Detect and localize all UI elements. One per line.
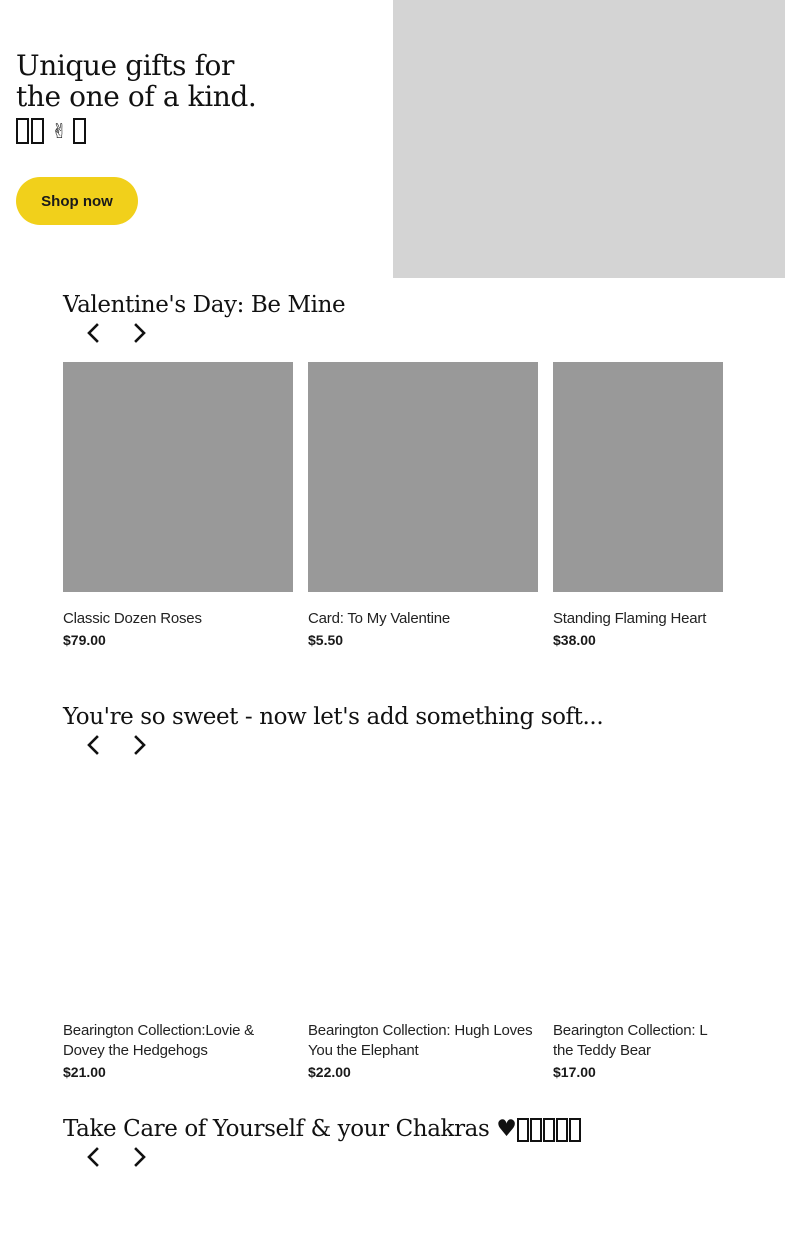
hero-title-line-2: the one of a kind. — [16, 80, 257, 113]
carousel-controls — [63, 731, 785, 759]
carousel-controls — [63, 1143, 785, 1171]
carousel-viewport — [63, 362, 723, 651]
chevron-right-icon — [126, 731, 154, 759]
hero-banner — [0, 0, 785, 278]
product-card[interactable] — [63, 362, 293, 651]
victory-hand-icon: ✌ — [51, 119, 68, 143]
product-name[interactable]: Classic Dozen Roses — [63, 610, 202, 627]
carousel-section-chakras — [63, 1115, 785, 1171]
product-image[interactable] — [553, 774, 723, 1004]
product-price: $5.50 — [308, 632, 344, 648]
product-price: $17.00 — [553, 1064, 596, 1080]
product-price: $22.00 — [308, 1064, 351, 1080]
product-image[interactable] — [63, 362, 293, 592]
product-image[interactable] — [308, 774, 538, 1004]
product-name[interactable]: Card: To My Valentine — [308, 610, 450, 627]
missing-glyph-icon — [543, 1118, 555, 1142]
product-card[interactable] — [308, 362, 538, 651]
product-card[interactable] — [553, 362, 723, 651]
section-title: You're so sweet - now let's add something soft... — [63, 704, 604, 730]
product-image[interactable] — [553, 362, 723, 592]
product-name[interactable]: Bearington Collection: L the Teddy Bear — [553, 1022, 707, 1059]
carousel-prev-button[interactable] — [79, 731, 107, 759]
missing-glyph-icon — [31, 118, 44, 144]
carousel-viewport — [63, 774, 723, 1083]
product-name[interactable]: Standing Flaming Heart — [553, 610, 707, 627]
carousel-section-valentines — [63, 291, 785, 648]
missing-glyph-icon — [556, 1118, 568, 1142]
chevron-right-icon — [126, 1143, 154, 1171]
missing-glyph-icon — [16, 118, 29, 144]
chevron-left-icon — [79, 319, 107, 347]
product-card[interactable] — [308, 774, 538, 1083]
section-title-text: Take Care of Yourself & your Chakras ♥ — [63, 1116, 517, 1142]
carousel-next-button[interactable] — [126, 319, 154, 347]
chevron-left-icon — [79, 731, 107, 759]
carousel-next-button[interactable] — [126, 731, 154, 759]
product-image[interactable] — [63, 774, 293, 1004]
chevron-right-icon — [126, 319, 154, 347]
missing-glyph-icon — [569, 1118, 581, 1142]
carousel-next-button[interactable] — [126, 1143, 154, 1171]
missing-glyph-icon — [530, 1118, 542, 1142]
title-emoji-row — [517, 1118, 581, 1142]
product-name[interactable]: Bearington Collection: Hugh Loves You the Elephant — [308, 1022, 533, 1059]
product-card[interactable] — [63, 774, 293, 1083]
hero-title — [16, 50, 376, 148]
carousel-prev-button[interactable] — [79, 319, 107, 347]
product-image[interactable] — [308, 362, 538, 592]
shop-now-button[interactable]: Shop now — [16, 177, 138, 225]
missing-glyph-icon — [73, 118, 86, 144]
section-title — [63, 1115, 785, 1143]
carousel-track — [63, 774, 723, 1083]
carousel-track — [63, 362, 723, 651]
hero-emoji-row — [16, 114, 376, 148]
missing-glyph-icon — [517, 1118, 529, 1142]
carousel-prev-button[interactable] — [79, 1143, 107, 1171]
product-price: $21.00 — [63, 1064, 106, 1080]
chevron-left-icon — [79, 1143, 107, 1171]
product-card[interactable] — [553, 774, 723, 1083]
hero-image — [393, 0, 785, 278]
section-title: Valentine's Day: Be Mine — [63, 292, 346, 318]
product-name[interactable]: Bearington Collection:Lovie & Dovey the Hedgehogs — [63, 1022, 254, 1059]
carousel-controls — [63, 319, 785, 347]
carousel-section-plush — [63, 703, 785, 1080]
product-price: $38.00 — [553, 632, 596, 648]
product-price: $79.00 — [63, 632, 106, 648]
hero-title-line-1: Unique gifts for — [16, 49, 234, 82]
